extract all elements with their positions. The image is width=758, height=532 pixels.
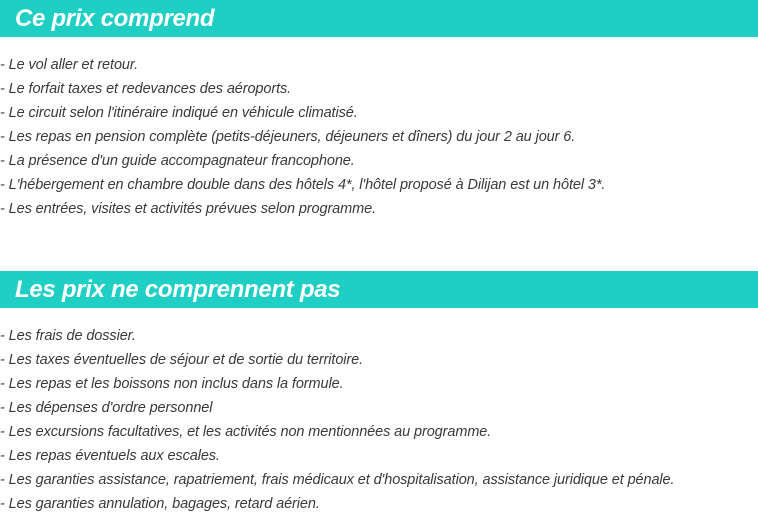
includes-section-header	[0, 0, 758, 37]
excludes-list-item: - Les garanties annulation, bagages, retard aérien.	[0, 496, 320, 512]
excludes-section-header	[0, 271, 758, 308]
excludes-list-item: - Les taxes éventuelles de séjour et de sortie du territoire.	[0, 352, 364, 368]
excludes-list-item: - Les repas et les boissons non inclus dans la formule.	[0, 376, 344, 392]
excludes-list-item: - Les frais de dossier.	[0, 328, 136, 344]
excludes-list-item: - Les dépenses d'ordre personnel	[0, 400, 213, 416]
includes-list-item: - Les repas en pension complète (petits-déjeuners, déjeuners et dîners) du jour 2 au jour 6.	[0, 129, 576, 145]
excludes-section-title: Les prix ne comprennent pas	[15, 276, 341, 303]
excludes-list-item: - Les garanties assistance, rapatriement, frais médicaux et d'hospitalisation, assistance juridique et pénale.	[0, 472, 675, 488]
includes-section-title: Ce prix comprend	[15, 5, 215, 32]
includes-list-item: - La présence d'un guide accompagnateur francophone.	[0, 153, 355, 169]
excludes-list-item: - Les excursions facultatives, et les activités non mentionnées au programme.	[0, 424, 492, 440]
includes-list-item: - Le forfait taxes et redevances des aéroports.	[0, 81, 292, 97]
excludes-list	[0, 324, 674, 516]
includes-list-item: - Le circuit selon l'itinéraire indiqué en véhicule climatisé.	[0, 105, 358, 121]
includes-list-item: - Les entrées, visites et activités prévues selon programme.	[0, 201, 376, 217]
includes-list-item: - Le vol aller et retour.	[0, 57, 138, 73]
includes-list	[0, 53, 605, 221]
excludes-list-item: - Les repas éventuels aux escales.	[0, 448, 220, 464]
includes-list-item: - L'hébergement en chambre double dans des hôtels 4*, l'hôtel proposé à Dilijan est un hôtel 3*.	[0, 177, 606, 193]
